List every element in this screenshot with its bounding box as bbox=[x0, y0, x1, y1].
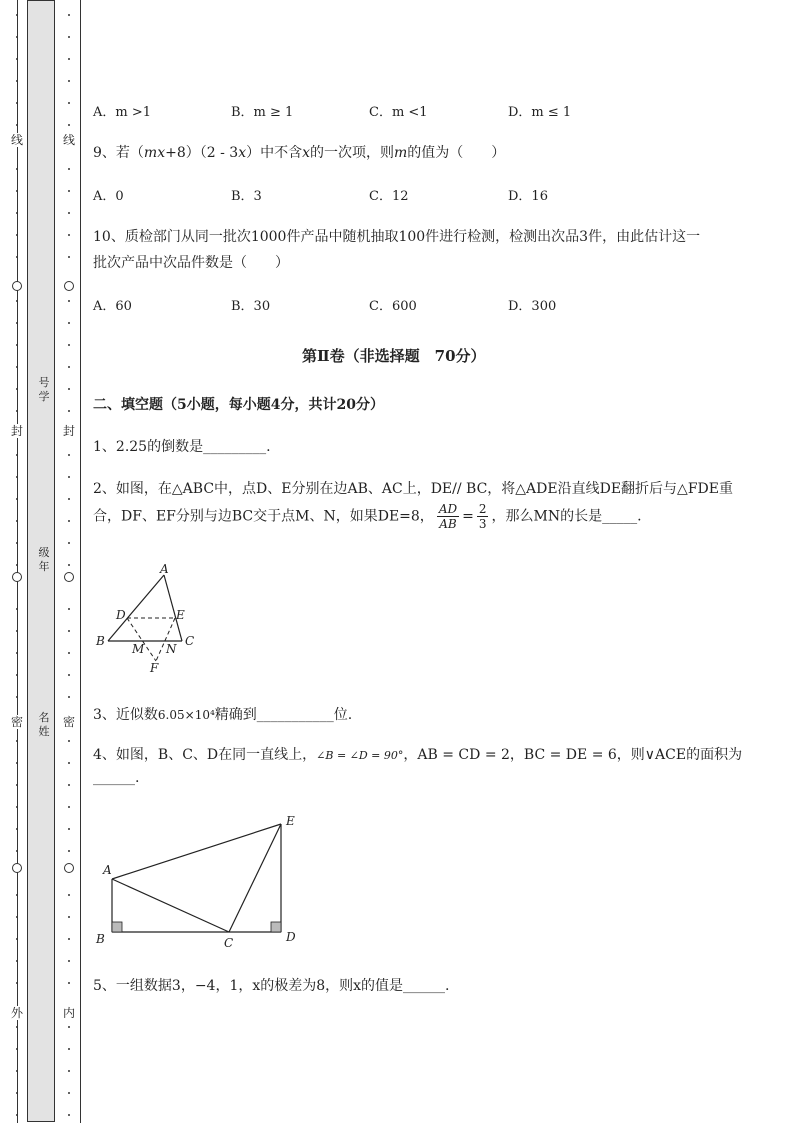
inner-mark-inside: 内 bbox=[62, 1006, 75, 1020]
fill-q2-line1: 2、如图，在△ABC中，点D、E分别在边AB、AC上，DE// BC，将△ADE沿直线DE翻折后与△FDE重 bbox=[93, 481, 733, 497]
margin-dot bbox=[16, 784, 18, 786]
fig1-label-n: N bbox=[166, 642, 177, 656]
margin-dot bbox=[16, 410, 18, 412]
margin-dot bbox=[16, 102, 18, 104]
fig2-label-c: C bbox=[224, 936, 234, 950]
margin-dot bbox=[68, 1114, 70, 1116]
field-label-name: 名姓 bbox=[38, 711, 50, 738]
fig1-label-b: B bbox=[96, 634, 105, 648]
margin-dot bbox=[68, 1092, 70, 1094]
fraction-ad-ab: $\frac{AD}{AB}$ bbox=[438, 502, 458, 531]
margin-dot bbox=[68, 58, 70, 60]
q10-stem-line2: 批次产品中次品件数是（ ） bbox=[93, 255, 289, 271]
margin-dot bbox=[68, 102, 70, 104]
margin-dot bbox=[16, 674, 18, 676]
margin-circle bbox=[64, 863, 74, 873]
q10-stem-line1: 10、质检部门从同一批次1000件产品中随机抽取100件进行检测，检测出次品3件，由此估计这一 bbox=[93, 229, 701, 245]
margin-dot bbox=[68, 1026, 70, 1028]
q8-option-c: C．m <1 bbox=[369, 105, 428, 120]
margin-dot bbox=[16, 322, 18, 324]
margin-dot bbox=[16, 1114, 18, 1116]
q8-option-a: A．m >1 bbox=[93, 105, 152, 120]
fill-blank-heading: 二、填空题（5小题，每小题4分，共计20分） bbox=[93, 397, 384, 413]
margin-dot bbox=[16, 366, 18, 368]
margin-dot bbox=[16, 894, 18, 896]
margin-dot bbox=[16, 36, 18, 38]
margin-dot bbox=[16, 1048, 18, 1050]
margin-dot bbox=[68, 80, 70, 82]
margin-dot bbox=[68, 476, 70, 478]
margin-circle bbox=[64, 281, 74, 291]
margin-dot bbox=[68, 916, 70, 918]
fill-q1: 1、2.25的倒数是_________. bbox=[93, 439, 271, 455]
fill-q3: 3、近似数6.05×10⁴精确到___________位. bbox=[93, 707, 353, 723]
figure-right-angles bbox=[90, 810, 310, 955]
q8-option-b: B．m ≥ 1 bbox=[231, 105, 294, 120]
margin-dot bbox=[68, 14, 70, 16]
inner-mark-line: 线 bbox=[62, 133, 75, 147]
outer-mark-outside: 外 bbox=[10, 1006, 23, 1020]
fig2-label-a: A bbox=[103, 863, 112, 877]
margin-dot bbox=[16, 1026, 18, 1028]
margin-dot bbox=[68, 1070, 70, 1072]
margin-dot bbox=[68, 520, 70, 522]
margin-dot bbox=[68, 36, 70, 38]
margin-dot bbox=[68, 234, 70, 236]
q9-option-a: A．0 bbox=[93, 189, 124, 204]
field-label-number: 号学 bbox=[38, 376, 50, 403]
margin-dot bbox=[68, 938, 70, 940]
q9-option-c: C．12 bbox=[369, 189, 409, 204]
margin-dot bbox=[68, 1048, 70, 1050]
margin-dot bbox=[68, 498, 70, 500]
margin-dot bbox=[16, 58, 18, 60]
margin-dot bbox=[68, 850, 70, 852]
margin-dot bbox=[68, 366, 70, 368]
margin-dot bbox=[16, 344, 18, 346]
part2-title: 第Ⅱ卷（非选择题 70分） bbox=[302, 347, 486, 365]
margin-dot bbox=[68, 564, 70, 566]
margin-dot bbox=[16, 1070, 18, 1072]
margin-circle bbox=[64, 572, 74, 582]
margin-dot bbox=[16, 652, 18, 654]
margin-dot bbox=[68, 894, 70, 896]
q10-option-b: B．30 bbox=[231, 299, 271, 314]
margin-dot bbox=[16, 14, 18, 16]
fig1-label-a: A bbox=[160, 563, 169, 576]
margin-dot bbox=[68, 190, 70, 192]
margin-dot bbox=[16, 520, 18, 522]
margin-dot bbox=[16, 564, 18, 566]
margin-dot bbox=[68, 212, 70, 214]
margin-dot bbox=[16, 762, 18, 764]
margin-dot bbox=[68, 674, 70, 676]
q9-stem: 9、若（mx+8）（2 - 3x）中不含x的一次项，则m的值为（ ） bbox=[93, 145, 506, 161]
q10-option-a: A．60 bbox=[93, 299, 132, 314]
fill-q4-line1: 4、如图，B、C、D在同一直线上，∠B = ∠D = 90°，AB = CD = 2，BC = DE = 6，则∨ACE的面积为 bbox=[93, 747, 743, 763]
margin-dot bbox=[68, 542, 70, 544]
margin-dot bbox=[16, 916, 18, 918]
fill-q4-line2: ______. bbox=[93, 770, 140, 786]
fig1-label-f: F bbox=[150, 661, 159, 675]
margin-dot bbox=[16, 542, 18, 544]
margin-dot bbox=[16, 124, 18, 126]
fraction-two-thirds: $\frac{2}{3}$ bbox=[478, 502, 487, 531]
margin-dot bbox=[68, 806, 70, 808]
margin-dot bbox=[68, 696, 70, 698]
fill-q2-line2: 合，DF、EF分别与边BC交于点M、N，如果DE=8， $\frac{AD}{AB}$ = $\frac{2}{3}$ ，那么MN的长是_____. bbox=[93, 502, 642, 531]
outer-mark-secret: 密 bbox=[10, 715, 23, 729]
fig2-label-b: B bbox=[96, 932, 105, 946]
margin-circle bbox=[12, 863, 22, 873]
margin-dot bbox=[68, 322, 70, 324]
margin-dot bbox=[16, 828, 18, 830]
margin-dot bbox=[68, 388, 70, 390]
margin-dot bbox=[16, 234, 18, 236]
inner-mark-seal: 封 bbox=[62, 424, 75, 438]
q10-option-c: C．600 bbox=[369, 299, 417, 314]
margin-dot bbox=[16, 806, 18, 808]
fig1-label-c: C bbox=[185, 634, 195, 648]
margin-dot bbox=[68, 784, 70, 786]
margin-dot bbox=[16, 388, 18, 390]
margin-dot bbox=[68, 344, 70, 346]
margin-dot bbox=[16, 740, 18, 742]
outer-mark-seal: 封 bbox=[10, 424, 23, 438]
margin-dot bbox=[16, 696, 18, 698]
margin-dot bbox=[16, 454, 18, 456]
margin-dot bbox=[16, 608, 18, 610]
margin-dot bbox=[16, 300, 18, 302]
margin-dot bbox=[16, 630, 18, 632]
margin-dot bbox=[68, 762, 70, 764]
fig1-label-e: E bbox=[176, 608, 185, 622]
margin-circle bbox=[12, 281, 22, 291]
q8-option-d: D．m ≤ 1 bbox=[508, 105, 572, 120]
q9-option-d: D．16 bbox=[508, 189, 548, 204]
inner-margin-line bbox=[80, 0, 81, 1123]
margin-dot bbox=[16, 938, 18, 940]
margin-dot bbox=[16, 982, 18, 984]
margin-dot bbox=[68, 630, 70, 632]
margin-dot bbox=[68, 982, 70, 984]
margin-dot bbox=[16, 850, 18, 852]
outer-mark-line: 线 bbox=[10, 133, 23, 147]
q10-option-d: D．300 bbox=[508, 299, 557, 314]
margin-dot bbox=[68, 300, 70, 302]
fig1-label-d: D bbox=[116, 608, 126, 622]
fig2-label-d: D bbox=[286, 930, 296, 944]
margin-dot bbox=[68, 256, 70, 258]
margin-dot bbox=[16, 212, 18, 214]
fig1-label-m: M bbox=[132, 642, 145, 656]
margin-dot bbox=[16, 190, 18, 192]
margin-dot bbox=[16, 498, 18, 500]
margin-dot bbox=[68, 124, 70, 126]
margin-circle bbox=[12, 572, 22, 582]
margin-dot bbox=[68, 168, 70, 170]
inner-mark-secret: 密 bbox=[62, 715, 75, 729]
fill-q5: 5、一组数据3，−4，1，x的极差为8，则x的值是______. bbox=[93, 978, 450, 994]
figure-triangle-fold bbox=[90, 563, 210, 678]
margin-dot bbox=[68, 608, 70, 610]
margin-dot bbox=[68, 740, 70, 742]
margin-dot bbox=[68, 410, 70, 412]
margin-dot bbox=[16, 1092, 18, 1094]
margin-dot bbox=[16, 256, 18, 258]
margin-dot bbox=[16, 476, 18, 478]
margin-dot bbox=[68, 828, 70, 830]
field-label-grade: 级年 bbox=[38, 546, 50, 573]
margin-dot bbox=[16, 960, 18, 962]
margin-dot bbox=[68, 960, 70, 962]
q9-option-b: B．3 bbox=[231, 189, 262, 204]
fig2-label-e: E bbox=[286, 814, 295, 828]
margin-dot bbox=[68, 652, 70, 654]
margin-dot bbox=[16, 168, 18, 170]
margin-dot bbox=[16, 80, 18, 82]
margin-dot bbox=[68, 454, 70, 456]
